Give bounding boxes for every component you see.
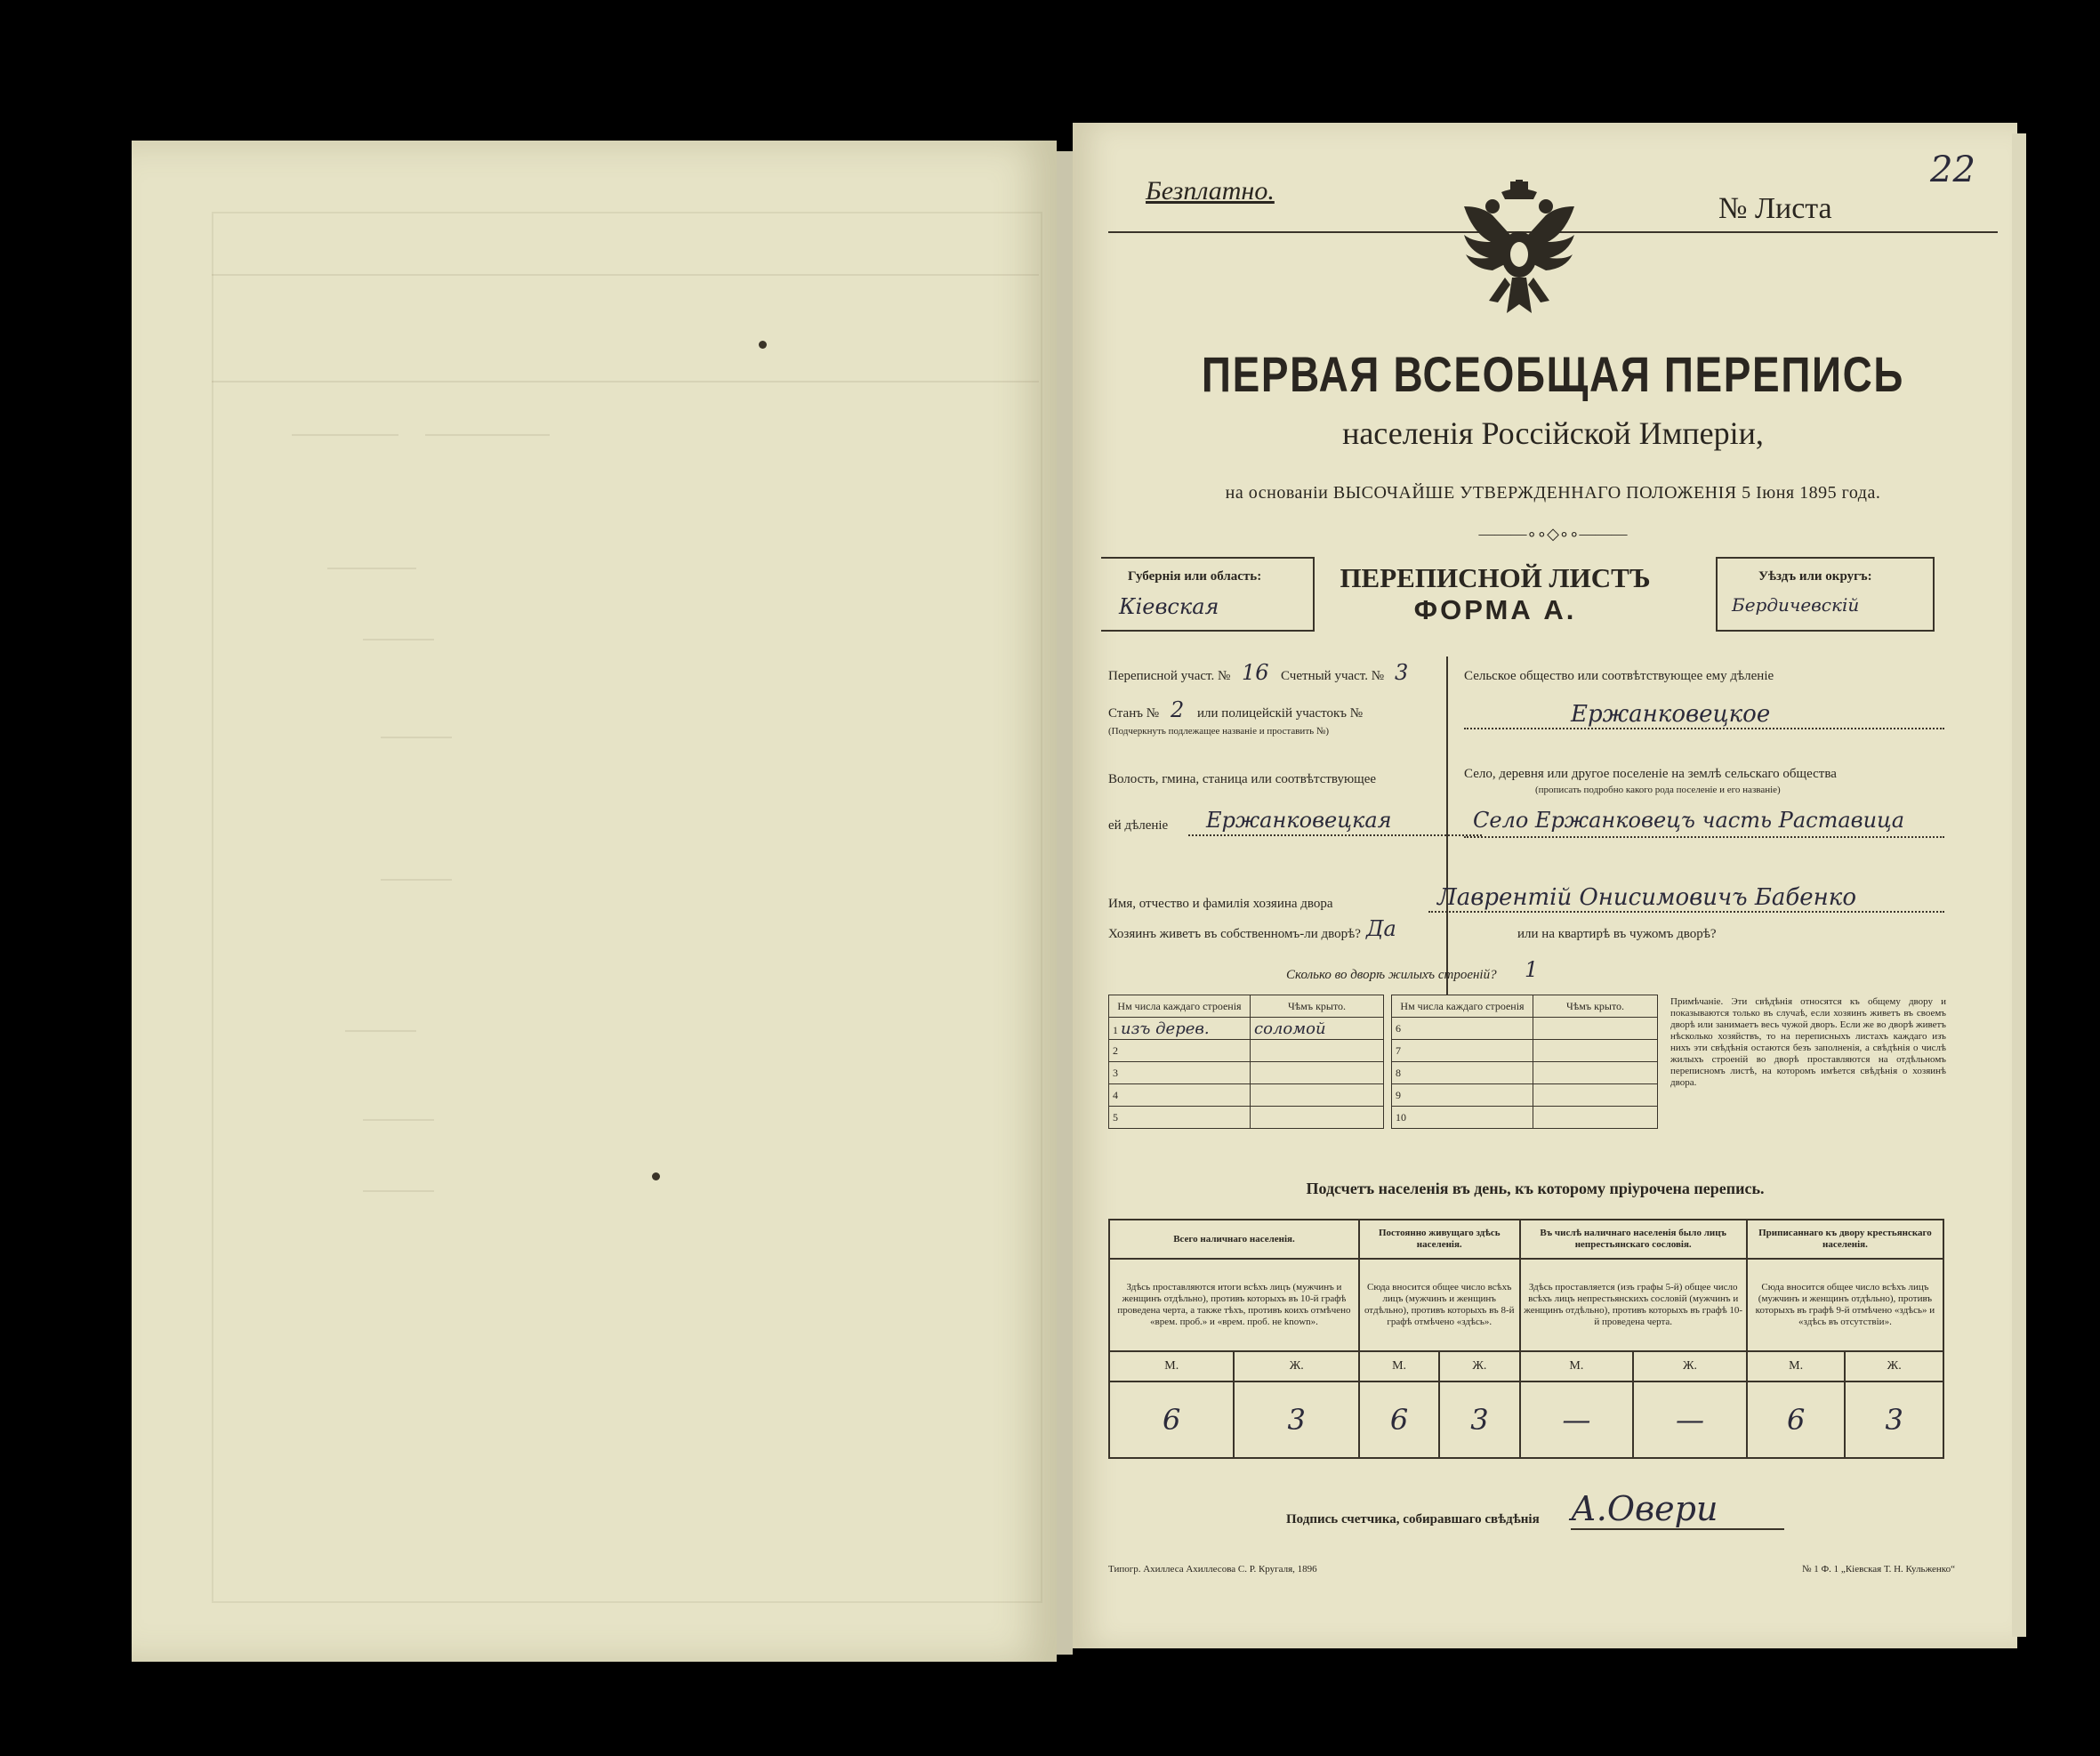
volost-label: Волость, гмина, станица или соотвѣтствующее [1108,772,1377,786]
volost-value: Ержанковецкая [1206,808,1392,833]
printer-left: Типогр. Ахиллеса Ахиллесова С. Р. Кругаля, 1896 [1108,1564,1317,1575]
police-label: или полицейскій участокъ № [1197,706,1364,721]
owner-label: Имя, отчество и фамилія хозяина двора [1108,897,1333,911]
buildings-table-left: Нм числа каждаго строенія Чѣмъ крыто. 1 изъ дерев. соломой 2 3 4 5 [1108,995,1384,1129]
signature-value: А.Овери [1571,1489,1718,1528]
population-heading: Подсчетъ населенія въ день, къ которому пріурочена перепись. [1306,1180,1765,1197]
permanent-f: 3 [1439,1381,1519,1458]
district-box: Уѣздъ или округъ: Бердичевскій [1716,557,1935,632]
ornament-divider: ———∘∘◇∘∘——— [1478,525,1628,543]
province-value: Кіевская [1119,594,1219,619]
own-yard-value: Да [1366,916,1396,941]
printer-right: № 1 Ф. 1 „Кіевская Т. Н. Кульженко“ [1802,1564,1955,1575]
table-row: 10 [1392,1107,1658,1129]
sheet-number-label: № Листа [1718,192,1832,225]
subtitle: населенія Россійской Имперіи, [1342,415,1764,451]
owner-value: Лаврентій Онисимовичъ Бабенко [1437,884,1856,911]
table-row: 8 [1392,1062,1658,1084]
table-row: 6 [1392,1018,1658,1040]
non-peasant-m: — [1520,1381,1634,1458]
total-m: 6 [1109,1381,1234,1458]
buildings-note: Примѣчаніе. Эти свѣдѣнія относятся къ общему двору и показываются только въ случаѣ, если хозяинъ живетъ въ своемъ дворѣ или занимаетъ весь чужой дворъ. Если же во дворѣ живетъ нѣсколько хозяйствъ, то на переписныхъ листахъ каждаго изъ нихъ эти свѣдѣнія остаются безъ заполненія, а свѣдѣнія о числѣ жилыхъ строеній во дворѣ проставляются на отдѣльномъ переписномъ листѣ, на которомъ имѣется свѣдѣнія о хозяинѣ двора. [1670,996,1946,1088]
left-page [132,141,1057,1662]
total-f: 3 [1234,1381,1358,1458]
buildings-table-right: Нм числа каждаго строенія Чѣмъ крыто. 6 7 8 9 10 [1391,995,1658,1129]
non-peasant-f: — [1633,1381,1747,1458]
stan-value: 2 [1171,697,1185,722]
district-value: Бердичевскій [1732,594,1860,616]
table-row: 9 [1392,1084,1658,1107]
buildings-label: Сколько во дворѣ жилыхъ строеній? [1286,968,1497,982]
bleed-through-frame [212,212,1042,1603]
province-box: Губернія или область: Кіевская [1101,557,1315,632]
society-label: Сельское общество или соотвѣтствующее ему дѣленіе [1464,669,1774,683]
census-section-value: 16 [1242,660,1269,685]
main-title: ПЕРВАЯ ВСЕОБЩАЯ ПЕРЕПИСЬ [1201,346,1905,402]
village-label: Село, деревня или другое поселеніе на землѣ сельскаго общества [1464,767,1837,781]
rent-label: или на квартирѣ въ чужомъ дворѣ? [1517,927,1717,941]
table-row: 4 [1109,1084,1384,1107]
assigned-f: 3 [1845,1381,1943,1458]
free-label: Безплатно. [1146,176,1275,205]
population-table: Всего наличнаго населенія. Постоянно живущаго здѣсь населенія. Въ числѣ наличнаго населенія было лицъ непрестьянскаго сословія. Приписаннаго къ двору крестьянскаго населенія. Здѣсь проставляются итоги всѣхъ лицъ (мужчинъ и женщинъ отдѣльно), противъ которыхъ въ 10-й графѣ проведена черта, а также тѣхъ, противъ коихъ отмѣчено «врем. проб.» и «врем. проб. не known». Сюда вносится общее число всѣхъ лицъ (мужчинъ и женщинъ отдѣльно), противъ которыхъ въ 8-й графѣ отмѣчено «здѣсь». Здѣсь проставляется (изъ графы 5-й) общее число всѣхъ лицъ непрестьянскихъ сословій (мужчинъ и женщинъ отдѣльно), противъ которыхъ въ графѣ 10-й проведена черта. Сюда вносится общее число всѣхъ лицъ (мужчинъ и женщинъ отдѣльно), противъ которыхъ въ графѣ 9-й отмѣчено «здѣсь» и «здѣсь въ отсутствіи». М. Ж. М. Ж. М. Ж. М. Ж. 6 3 6 3 — — 6 3 [1108,1219,1944,1459]
signature-label: Подпись счетчика, собиравшаго свѣдѣнія [1286,1512,1540,1526]
buildings-value: 1 [1525,957,1539,982]
table-row: 7 [1392,1040,1658,1062]
book-spine [1057,151,1073,1655]
police-note: (Подчеркнуть подлежащее названіе и проставить №) [1108,726,1330,737]
volost-label-2: ей дѣленіе [1108,818,1169,833]
village-value: Село Ержанковецъ часть Раставица [1473,808,1905,833]
society-value: Ержанковецкое [1571,701,1771,728]
count-section-label: Счетный участ. № [1281,669,1385,683]
own-yard-label: Хозяинъ живетъ въ собственномъ-ли дворѣ? [1108,927,1361,941]
census-section-label: Переписной участ. № [1108,669,1231,683]
form-letter: ФОРМА А. [1413,594,1577,625]
census-form-page [1073,123,2017,1648]
table-row: 1 изъ дерев. соломой [1109,1018,1384,1040]
table-row: 2 [1109,1040,1384,1062]
stan-label: Станъ № [1108,706,1160,721]
table-row: 3 [1109,1062,1384,1084]
village-note: (прописать подробно какого рода поселеніе и его названіе) [1535,785,1781,795]
count-section-value: 3 [1395,660,1409,685]
basis-line: на основаніи ВЫСОЧАЙШЕ УТВЕРЖДЕННАГО ПОЛОЖЕНІЯ 5 Іюня 1895 года. [1225,483,1881,503]
form-title: ПЕРЕПИСНОЙ ЛИСТЪ [1340,562,1651,593]
table-row: 5 [1109,1107,1384,1129]
form-title-block [1317,562,1673,626]
permanent-m: 6 [1359,1381,1439,1458]
imperial-eagle-icon [1457,180,1581,322]
page-edge [2012,133,2026,1637]
sheet-number-value: 22 [1930,149,1975,190]
assigned-m: 6 [1747,1381,1846,1458]
